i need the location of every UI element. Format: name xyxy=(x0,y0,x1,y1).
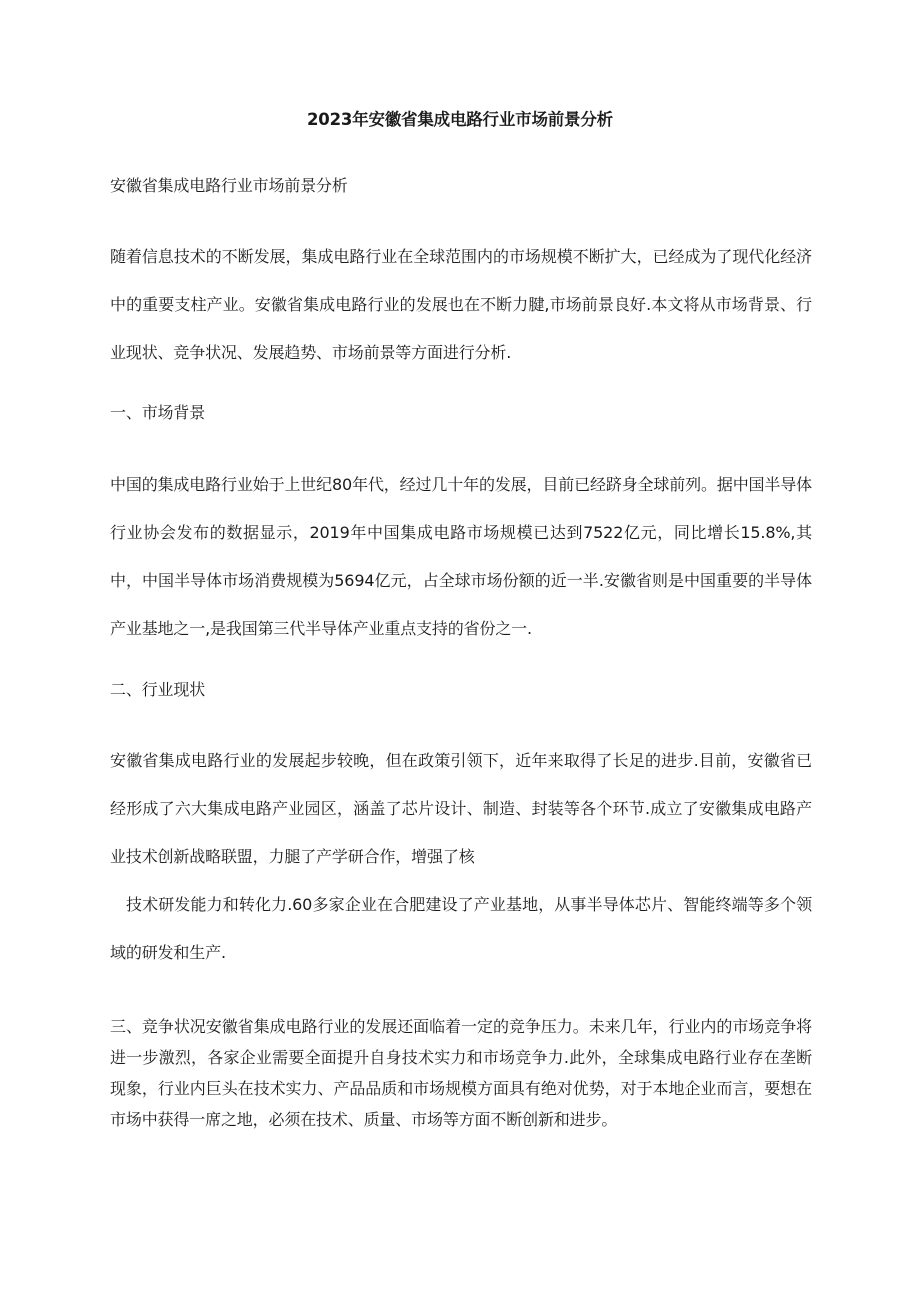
industry-status-paragraph-continued: 技术研发能力和转化力.60多家企业在合肥建设了产业基地，从事半导体芯片、智能终端等多个领域的研发和生产. xyxy=(110,895,812,962)
document-subtitle: 安徽省集成电路行业市场前景分析 xyxy=(110,176,348,195)
intro-paragraph: 随着信息技术的不断发展，集成电路行业在全球范围内的市场规模不断扩大，已经成为了现代化经济中的重要支柱产业。安徽省集成电路行业的发展也在不断力腱,市场前景良好.本文将从市场背景、行业现状、竞争状况、发展趋势、市场前景等方面进行分析. xyxy=(110,247,812,362)
section-heading-industry-status: 二、行业现状 xyxy=(110,680,206,699)
section-heading-market-background: 一、市场背景 xyxy=(110,403,206,422)
industry-status-paragraph: 安徽省集成电路行业的发展起步较晚，但在政策引领下，近年来取得了长足的进步.目前，安徽省已经形成了六大集成电路产业园区，涵盖了芯片设计、制造、封装等各个环节.成立了安徽集成电路产业技术创新战略联盟，力腿了产学研合作，增强了核 xyxy=(110,751,812,866)
document-title: 2023年安徽省集成电路行业市场前景分析 xyxy=(307,110,613,129)
market-background-paragraph: 中国的集成电路行业始于上世纪80年代，经过几十年的发展，目前已经跻身全球前列。据中国半导体行业协会发布的数据显示，2019年中国集成电路市场规模已达到7522亿元，同比增长15.8%,其中，中国半导体市场消费规模为5694亿元，占全球市场份额的近一半.安徽省则是中国重要的半导体产业基地之一,是我国第三代半导体产业重点支持的省份之一. xyxy=(110,475,812,638)
competition-paragraph: 三、竞争状况安徽省集成电路行业的发展还面临着一定的竞争压力。未来几年，行业内的市场竞争将进一步激烈，各家企业需要全面提升自身技术实力和市场竞争力.此外，全球集成电路行业存在垄断现象，行业内巨头在技术实力、产品品质和市场规模方面具有绝对优势，对于本地企业而言，要想在市场中获得一席之地，必须在技术、质量、市场等方面不断创新和进步。 xyxy=(110,1017,812,1129)
